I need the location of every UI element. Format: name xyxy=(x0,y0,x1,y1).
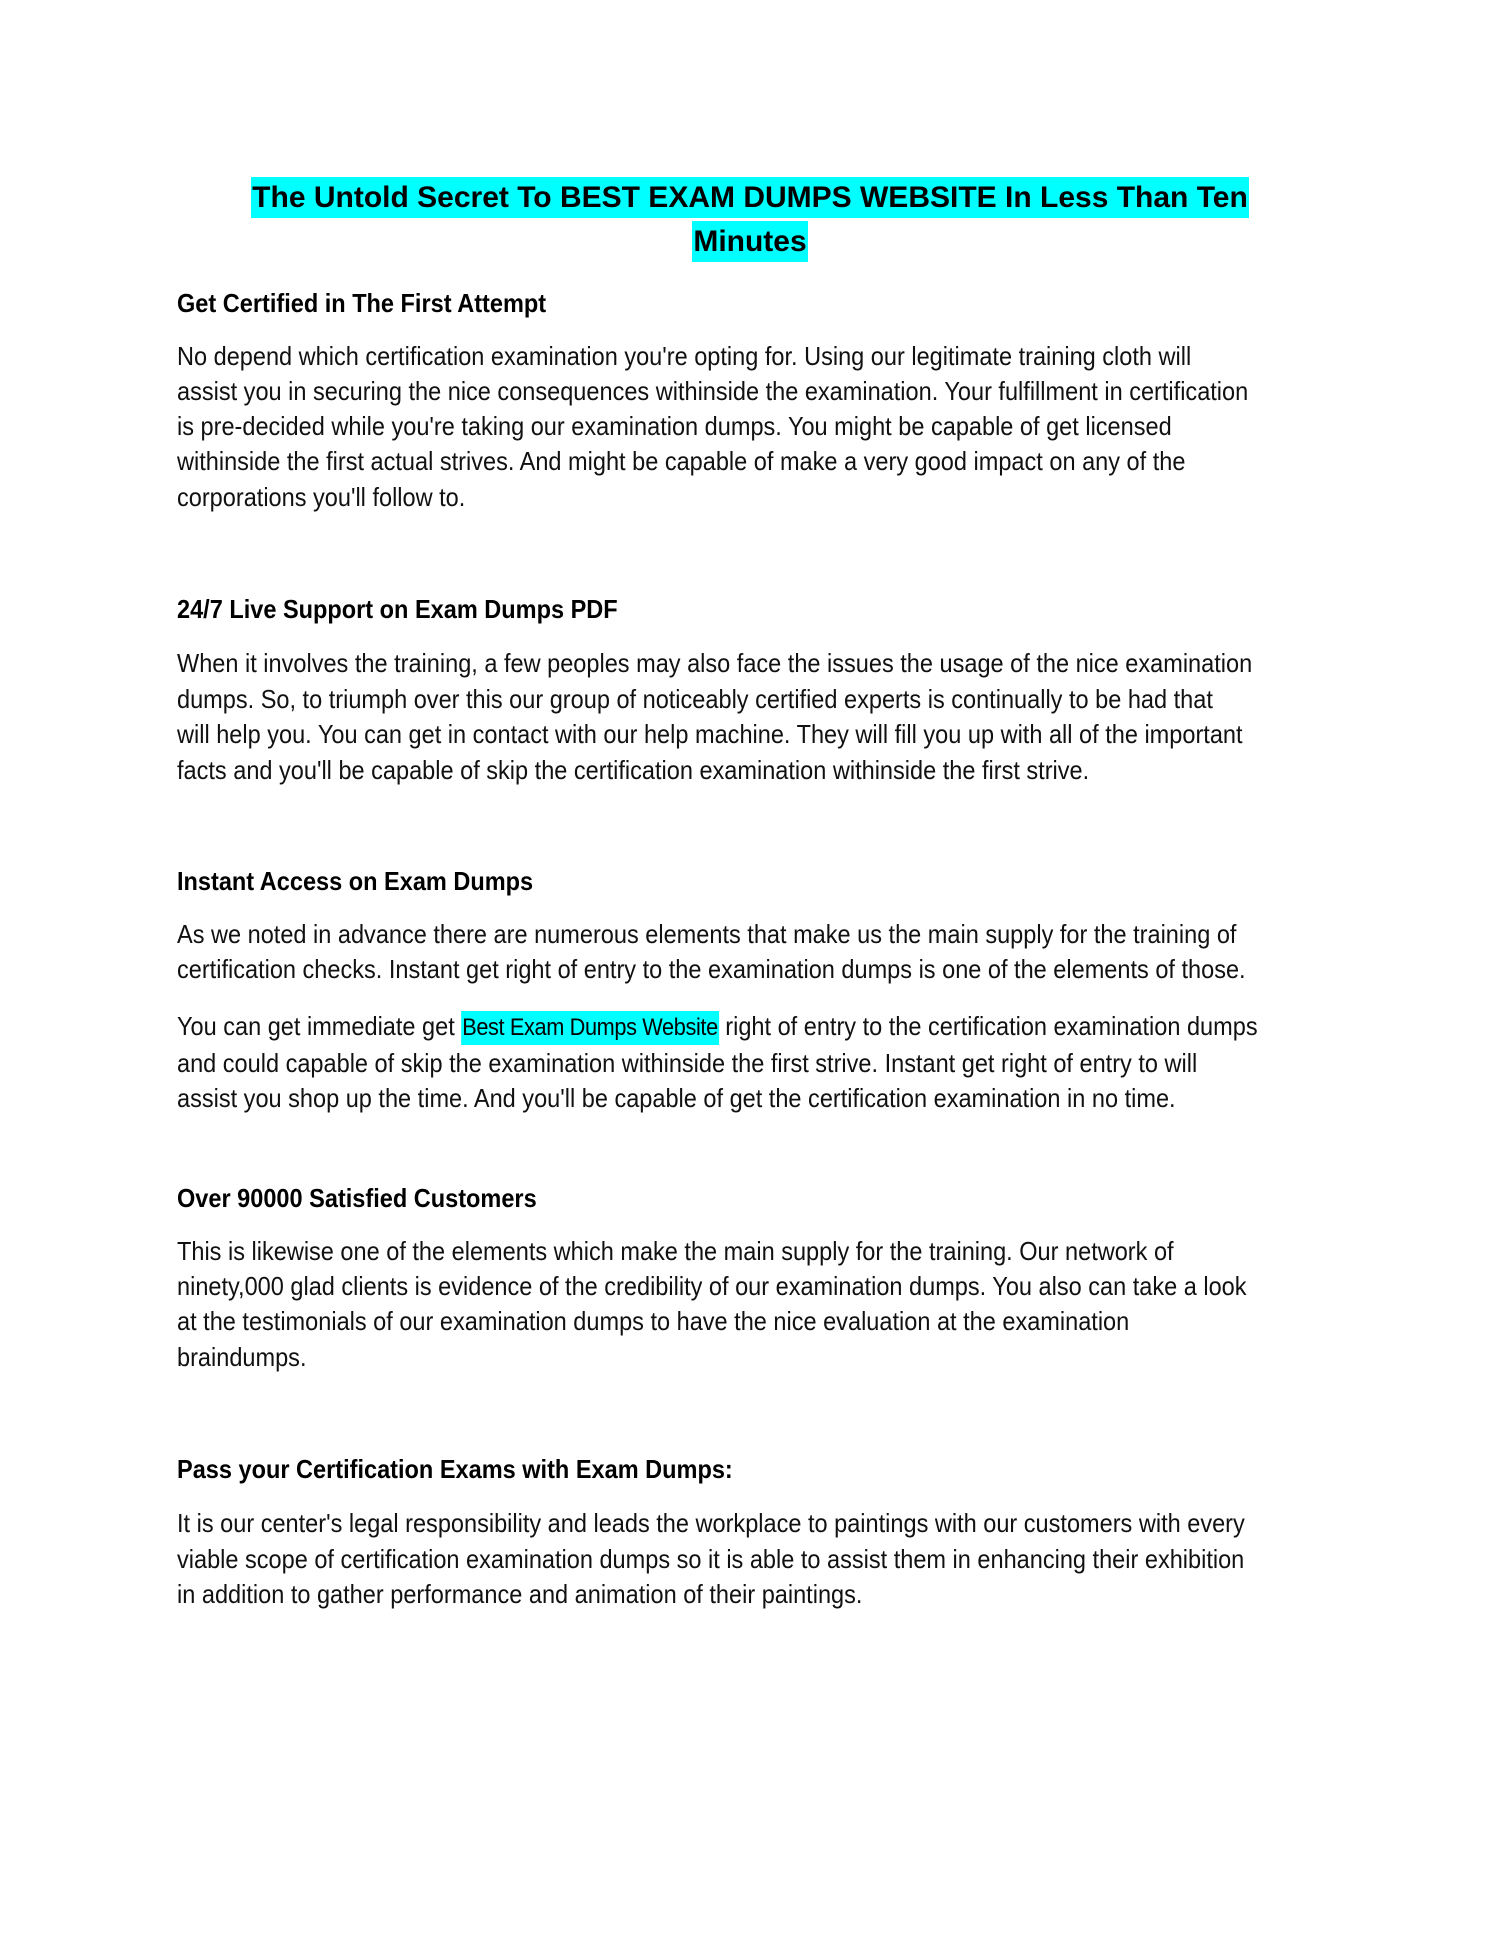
section-heading-live-support: 24/7 Live Support on Exam Dumps PDF xyxy=(177,594,618,624)
paragraph-line: braindumps. xyxy=(177,1342,307,1372)
paragraph-line: viable scope of certification examination dumps so it is able to assist them in enhancing their exhibition xyxy=(177,1544,1245,1574)
paragraph-line: As we noted in advance there are numerous elements that make us the main supply for the training of xyxy=(177,919,1237,949)
paragraph-line: ninety,000 glad clients is evidence of the credibility of our examination dumps. You also can take a look xyxy=(177,1271,1247,1301)
paragraph-line: withinside the first actual strives. And might be capable of make a very good impact on any of the xyxy=(177,446,1186,476)
paragraph-line: corporations you'll follow to. xyxy=(177,482,466,512)
paragraph-line: in addition to gather performance and animation of their paintings. xyxy=(177,1579,863,1609)
page-title-highlight: The Untold Secret To BEST EXAM DUMPS WEBSITE In Less Than Ten xyxy=(251,177,1249,218)
paragraph-line: will help you. You can get in contact with our help machine. They will fill you up with all of the important xyxy=(177,719,1243,749)
paragraph-line: When it involves the training, a few peoples may also face the issues the usage of the nice examination xyxy=(177,648,1253,678)
paragraph-line: dumps. So, to triumph over this our group of noticeably certified experts is continually to be had that xyxy=(177,684,1213,714)
section-heading-satisfied-customers: Over 90000 Satisfied Customers xyxy=(177,1183,537,1213)
page-title-highlight: Minutes xyxy=(692,221,807,262)
paragraph-line: facts and you'll be capable of skip the certification examination withinside the first strive. xyxy=(177,755,1090,785)
paragraph-line: No depend which certification examination you're opting for. Using our legitimate training cloth will xyxy=(177,341,1192,371)
paragraph-line: certification checks. Instant get right of entry to the examination dumps is one of the elements of those. xyxy=(177,954,1246,984)
best-exam-dumps-website-link[interactable]: Best Exam Dumps Website xyxy=(461,1011,718,1045)
section-heading-pass-certification: Pass your Certification Exams with Exam Dumps: xyxy=(177,1454,733,1484)
paragraph-line: and could capable of skip the examination withinside the first strive. Instant get right of entry to will xyxy=(177,1048,1198,1078)
paragraph-line: assist you in securing the nice consequences withinside the examination. Your fulfillment in certification xyxy=(177,376,1249,406)
section-heading-get-certified: Get Certified in The First Attempt xyxy=(177,288,547,318)
paragraph-line: at the testimonials of our examination dumps to have the nice evaluation at the examination xyxy=(177,1306,1130,1336)
page-title-line-1 xyxy=(0,177,1500,218)
paragraph-line: It is our center's legal responsibility and leads the workplace to paintings with our customers with every xyxy=(177,1508,1245,1538)
paragraph-line-with-link xyxy=(177,1013,1258,1041)
page-title-line-2 xyxy=(0,221,1500,262)
paragraph-line: assist you shop up the time. And you'll be capable of get the certification examination in no time. xyxy=(177,1083,1176,1113)
paragraph-line: is pre-decided while you're taking our examination dumps. You might be capable of get licensed xyxy=(177,411,1172,441)
section-heading-instant-access: Instant Access on Exam Dumps xyxy=(177,866,534,896)
paragraph-line: This is likewise one of the elements which make the main supply for the training. Our network of xyxy=(177,1236,1174,1266)
text-after-link: right of entry to the certification examination dumps xyxy=(718,1011,1258,1041)
text-before-link: You can get immediate get xyxy=(177,1011,462,1041)
